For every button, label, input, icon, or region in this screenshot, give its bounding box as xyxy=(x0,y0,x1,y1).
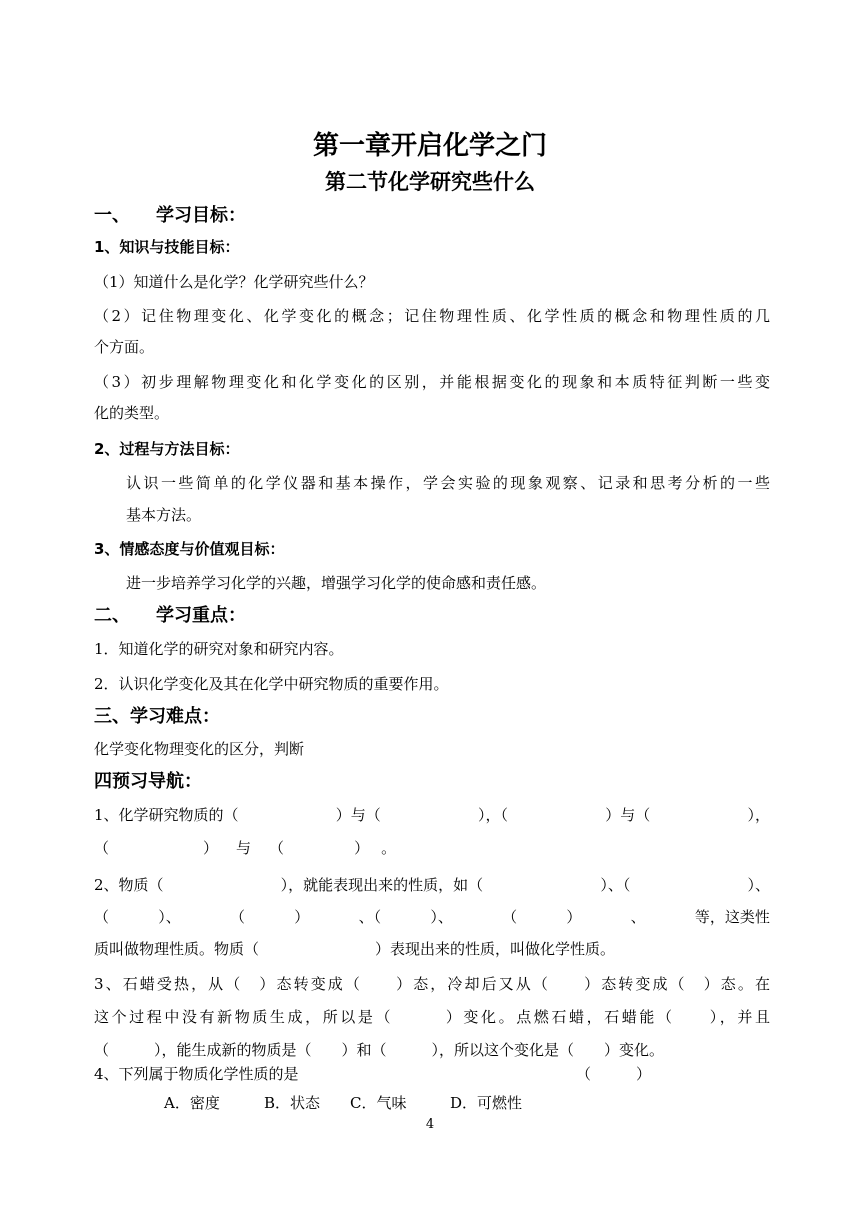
question-3-line-2: 这个过程中没有新物质生成，所以是（ ）变化。点燃石蜡，石蜡能（ ），并且 xyxy=(94,1008,770,1026)
q2-seg: 2、物质（ xyxy=(94,876,164,894)
q2-seg: 质叫做物理性质。物质（ xyxy=(94,940,260,958)
q1-seg: ），（ xyxy=(478,806,509,824)
q1-seg: （ xyxy=(94,839,110,857)
q2-seg: 、 xyxy=(630,908,646,926)
question-2-line-1 xyxy=(94,874,770,896)
question-2-line-2 xyxy=(94,906,770,928)
q2-seg: 、（ xyxy=(358,908,382,926)
objective-item-3-cont: 化的类型。 xyxy=(94,404,170,422)
q1-seg: 与 xyxy=(236,839,252,857)
option-c: C．气味 xyxy=(350,1094,407,1112)
q2-seg: ）表现出来的性质，叫做化学性质。 xyxy=(375,940,616,958)
section-1-heading xyxy=(94,204,770,228)
q2-seg: ） xyxy=(566,908,582,926)
q1-seg: ） xyxy=(203,839,219,857)
objective-1-heading: 1、知识与技能目标： xyxy=(94,238,240,256)
question-1-line-1 xyxy=(94,804,770,826)
q1-seg: （ xyxy=(269,839,285,857)
section-4-heading: 四预习导航： xyxy=(94,771,202,792)
q2-seg: （ xyxy=(230,908,246,926)
section-2-number: 二、 xyxy=(94,605,130,626)
objective-2-text: 认识一些简单的化学仪器和基本操作，学会实验的现象观察、记录和思考分析的一些 xyxy=(126,474,770,492)
q1-seg: ） xyxy=(354,839,370,857)
objective-item-3: （3）初步理解物理变化和化学变化的区别，并能根据变化的现象和本质特征判断一些变 xyxy=(94,373,770,391)
section-2-heading xyxy=(94,604,770,628)
objective-item-1: （1）知道什么是化学？化学研究些什么？ xyxy=(94,273,374,291)
option-a: A．密度 xyxy=(164,1094,220,1112)
key-point-2: 2．认识化学变化及其在化学中研究物质的重要作用。 xyxy=(94,675,449,693)
page-number: 4 xyxy=(425,1117,435,1132)
q4-stem-text: 4、下列属于物质化学性质的是 xyxy=(94,1065,299,1083)
q2-seg: ） xyxy=(294,908,310,926)
question-3-line-3: （ ），能生成新的物质是（ ）和（ ），所以这个变化是（ ）变化。 xyxy=(94,1041,665,1059)
q2-seg: （ xyxy=(502,908,518,926)
objective-3-heading: 3、情感态度与价值观目标： xyxy=(94,540,285,558)
q1-seg: ）， xyxy=(747,806,770,824)
q2-seg: ）、 xyxy=(430,908,453,926)
option-b: B．状态 xyxy=(264,1094,321,1112)
q2-seg: （ xyxy=(94,908,110,926)
section-1-number: 一、 xyxy=(94,205,130,226)
objective-2-text-cont: 基本方法。 xyxy=(126,506,202,524)
q4-answer-blank: （ ） xyxy=(576,1065,652,1083)
q2-seg: ）、 xyxy=(747,876,770,894)
section-1-label: 学习目标： xyxy=(156,205,246,226)
objective-item-2: （2）记住物理变化、化学变化的概念；记住物理性质、化学性质的概念和物理性质的几 xyxy=(94,307,770,325)
question-4-options xyxy=(164,1092,664,1114)
objective-3-text: 进一步培养学习化学的兴趣，增强学习化学的使命感和责任感。 xyxy=(126,574,547,592)
option-d: D．可燃性 xyxy=(450,1094,523,1112)
key-point-1: 1．知道化学的研究对象和研究内容。 xyxy=(94,640,344,658)
q2-seg: ），就能表现出来的性质，如（ xyxy=(280,876,484,894)
question-4-stem xyxy=(94,1063,770,1085)
section-2-label: 学习重点： xyxy=(156,605,246,626)
question-1-line-2 xyxy=(94,837,770,859)
chapter-title: 第一章开启化学之门 xyxy=(312,131,547,161)
q2-seg: 等，这类性 xyxy=(694,908,770,926)
question-3-line-1: 3、石蜡受热，从（ ）态转变成（ ）态，冷却后又从（ ）态转变成（ ）态。在 xyxy=(94,975,770,993)
objective-item-2-cont: 个方面。 xyxy=(94,338,155,356)
q2-seg: ）、 xyxy=(158,908,181,926)
question-2-line-3 xyxy=(94,938,770,960)
q2-seg: ）、（ xyxy=(600,876,631,894)
q1-seg: ）与（ xyxy=(335,806,381,824)
section-title: 第二节化学研究些什么 xyxy=(325,170,535,194)
q1-seg: 1、化学研究物质的（ xyxy=(94,806,239,824)
objective-2-heading: 2、过程与方法目标： xyxy=(94,440,240,458)
q1-seg: ）与（ xyxy=(605,806,651,824)
difficulty-text: 化学变化物理变化的区分，判断 xyxy=(94,740,305,758)
section-3-heading: 三、学习难点： xyxy=(94,706,220,727)
q1-seg: 。 xyxy=(381,839,397,857)
